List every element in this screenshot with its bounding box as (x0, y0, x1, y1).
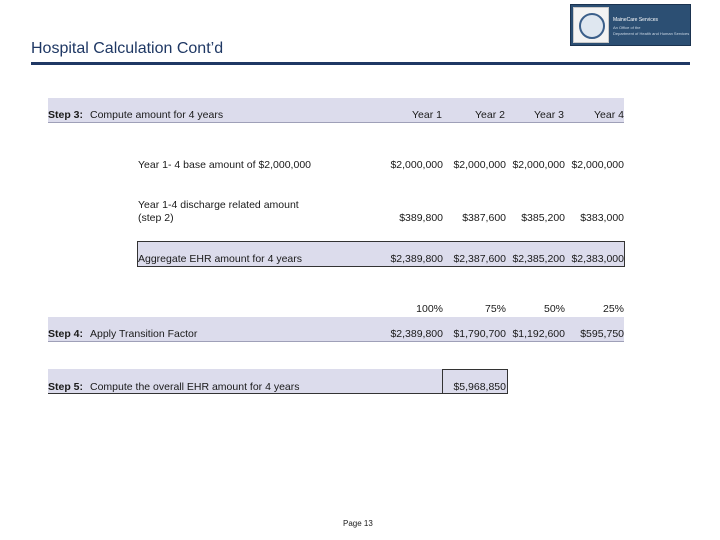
transition-year-3: 50% (543, 303, 565, 315)
step4-label: Step 4: (48, 328, 84, 340)
mainecare-logo (570, 4, 691, 46)
transition-year-1: 100% (416, 303, 443, 315)
aggregate-year-4: $2,383,000 (571, 253, 624, 265)
aggregate-year-1: $2,389,800 (390, 253, 443, 265)
step5-label: Step 5: (48, 381, 84, 393)
base-year-1: $2,000,000 (390, 159, 443, 171)
logo-subtitle: An Office of the Department of Health and Human Services (613, 25, 690, 36)
page-number: Page 13 (343, 519, 373, 528)
base-year-2: $2,000,000 (453, 159, 506, 171)
aggregate-year-3: $2,385,200 (512, 253, 565, 265)
step5-text: Compute the overall EHR amount for 4 years (90, 381, 300, 393)
base-year-4: $2,000,000 (571, 159, 624, 171)
step4-year-3: $1,192,600 (512, 328, 565, 340)
discharge-row-label-line1: Year 1-4 discharge related amount (138, 199, 299, 211)
title-divider (31, 62, 690, 65)
transition-year-2: 75% (484, 303, 506, 315)
discharge-year-2: $387,600 (462, 212, 506, 224)
aggregate-year-2: $2,387,600 (453, 253, 506, 265)
transition-year-4: 25% (602, 303, 624, 315)
aggregate-row-label: Aggregate EHR amount for 4 years (138, 253, 303, 265)
year-4-header: Year 4 (594, 109, 624, 121)
discharge-row-label-line2: (step 2) (138, 212, 174, 224)
step4-year-4: $595,750 (580, 328, 624, 340)
year-3-header: Year 3 (534, 109, 564, 121)
step5-total: $5,968,850 (453, 381, 506, 393)
step4-year-1: $2,389,800 (390, 328, 443, 340)
base-year-3: $2,000,000 (512, 159, 565, 171)
step4-year-2: $1,790,700 (453, 328, 506, 340)
discharge-year-4: $383,000 (580, 212, 624, 224)
step3-text: Compute amount for 4 years (90, 109, 224, 121)
page-title: Hospital Calculation Cont’d (31, 40, 224, 57)
discharge-year-3: $385,200 (521, 212, 565, 224)
year-1-header: Year 1 (412, 109, 442, 121)
discharge-year-1: $389,800 (399, 212, 443, 224)
base-row-label: Year 1- 4 base amount of $2,000,000 (138, 159, 311, 171)
state-seal-icon (573, 7, 609, 43)
year-2-header: Year 2 (475, 109, 505, 121)
logo-name: MaineCare Services (613, 17, 659, 23)
step4-text: Apply Transition Factor (90, 328, 198, 340)
step3-label: Step 3: (48, 109, 84, 121)
